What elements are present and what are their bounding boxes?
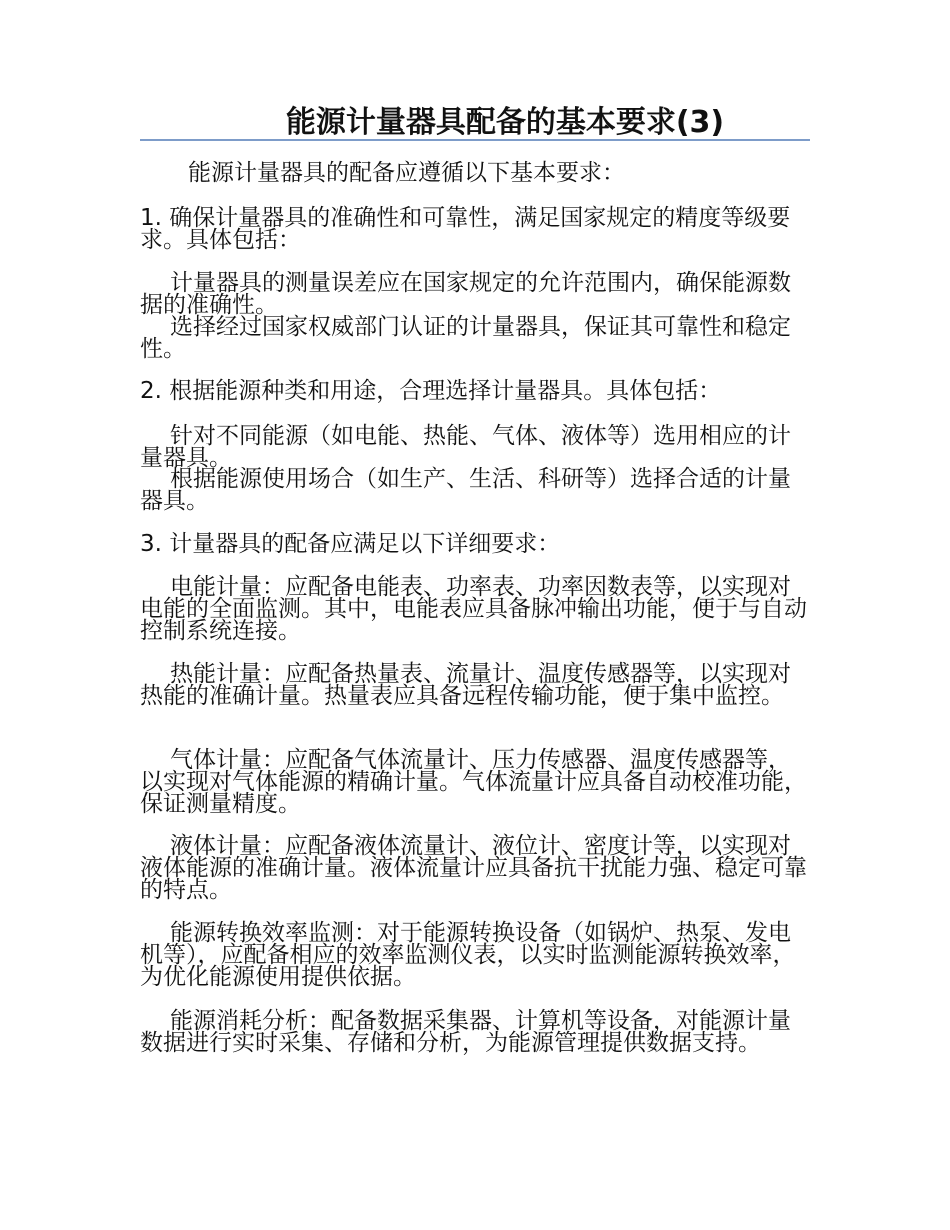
- section-2-item-2: 根据能源使用场合（如生产、生活、科研等）选择合适的计量器具。: [140, 466, 791, 514]
- section-3-item-6: 能源消耗分析：配备数据采集器、计算机等设备，对能源计量数据进行实时采集、存储和分析，为能源管理提供数据支持。: [140, 1008, 791, 1056]
- document-title: 能源计量器具配备的基本要求(3): [285, 105, 725, 140]
- section-2-heading: 2. 根据能源种类和用途，合理选择计量器具。具体包括：: [140, 378, 722, 404]
- section-3-item-5: 能源转换效率监测：对于能源转换设备（如锅炉、热泵、发电机等），应配备相应的效率监测仪表，以实时监测能源转换效率，为优化能源使用提供依据。: [140, 920, 796, 990]
- section-1-heading: 1. 确保计量器具的准确性和可靠性，满足国家规定的精度等级要求。具体包括：: [140, 205, 791, 253]
- section-1-item-2: 选择经过国家权威部门认证的计量器具，保证其可靠性和稳定性。: [140, 314, 791, 362]
- section-3-item-2: 热能计量：应配备热量表、流量计、温度传感器等，以实现对热能的准确计量。热量表应具备远程传输功能，便于集中监控。: [140, 661, 791, 709]
- section-1-item-1: 计量器具的测量误差应在国家规定的允许范围内，确保能源数据的准确性。: [140, 270, 791, 318]
- intro-paragraph: 能源计量器具的配备应遵循以下基本要求：: [188, 160, 625, 186]
- section-3-heading: 3. 计量器具的配备应满足以下详细要求：: [140, 531, 561, 557]
- section-2-item-1: 针对不同能源（如电能、热能、气体、液体等）选用相应的计量器具。: [140, 423, 791, 471]
- title-underline: [140, 139, 810, 141]
- section-3-item-4: 液体计量：应配备液体流量计、液位计、密度计等，以实现对液体能源的准确计量。液体流量计应具备抗干扰能力强、稳定可靠的特点。: [140, 833, 807, 903]
- section-3-item-1: 电能计量：应配备电能表、功率表、功率因数表等，以实现对电能的全面监测。其中，电能表应具备脉冲输出功能，便于与自动控制系统连接。: [140, 574, 807, 644]
- section-3-item-3: 气体计量：应配备气体流量计、压力传感器、温度传感器等，以实现对气体能源的精确计量。气体流量计应具备自动校准功能，保证测量精度。: [140, 747, 807, 817]
